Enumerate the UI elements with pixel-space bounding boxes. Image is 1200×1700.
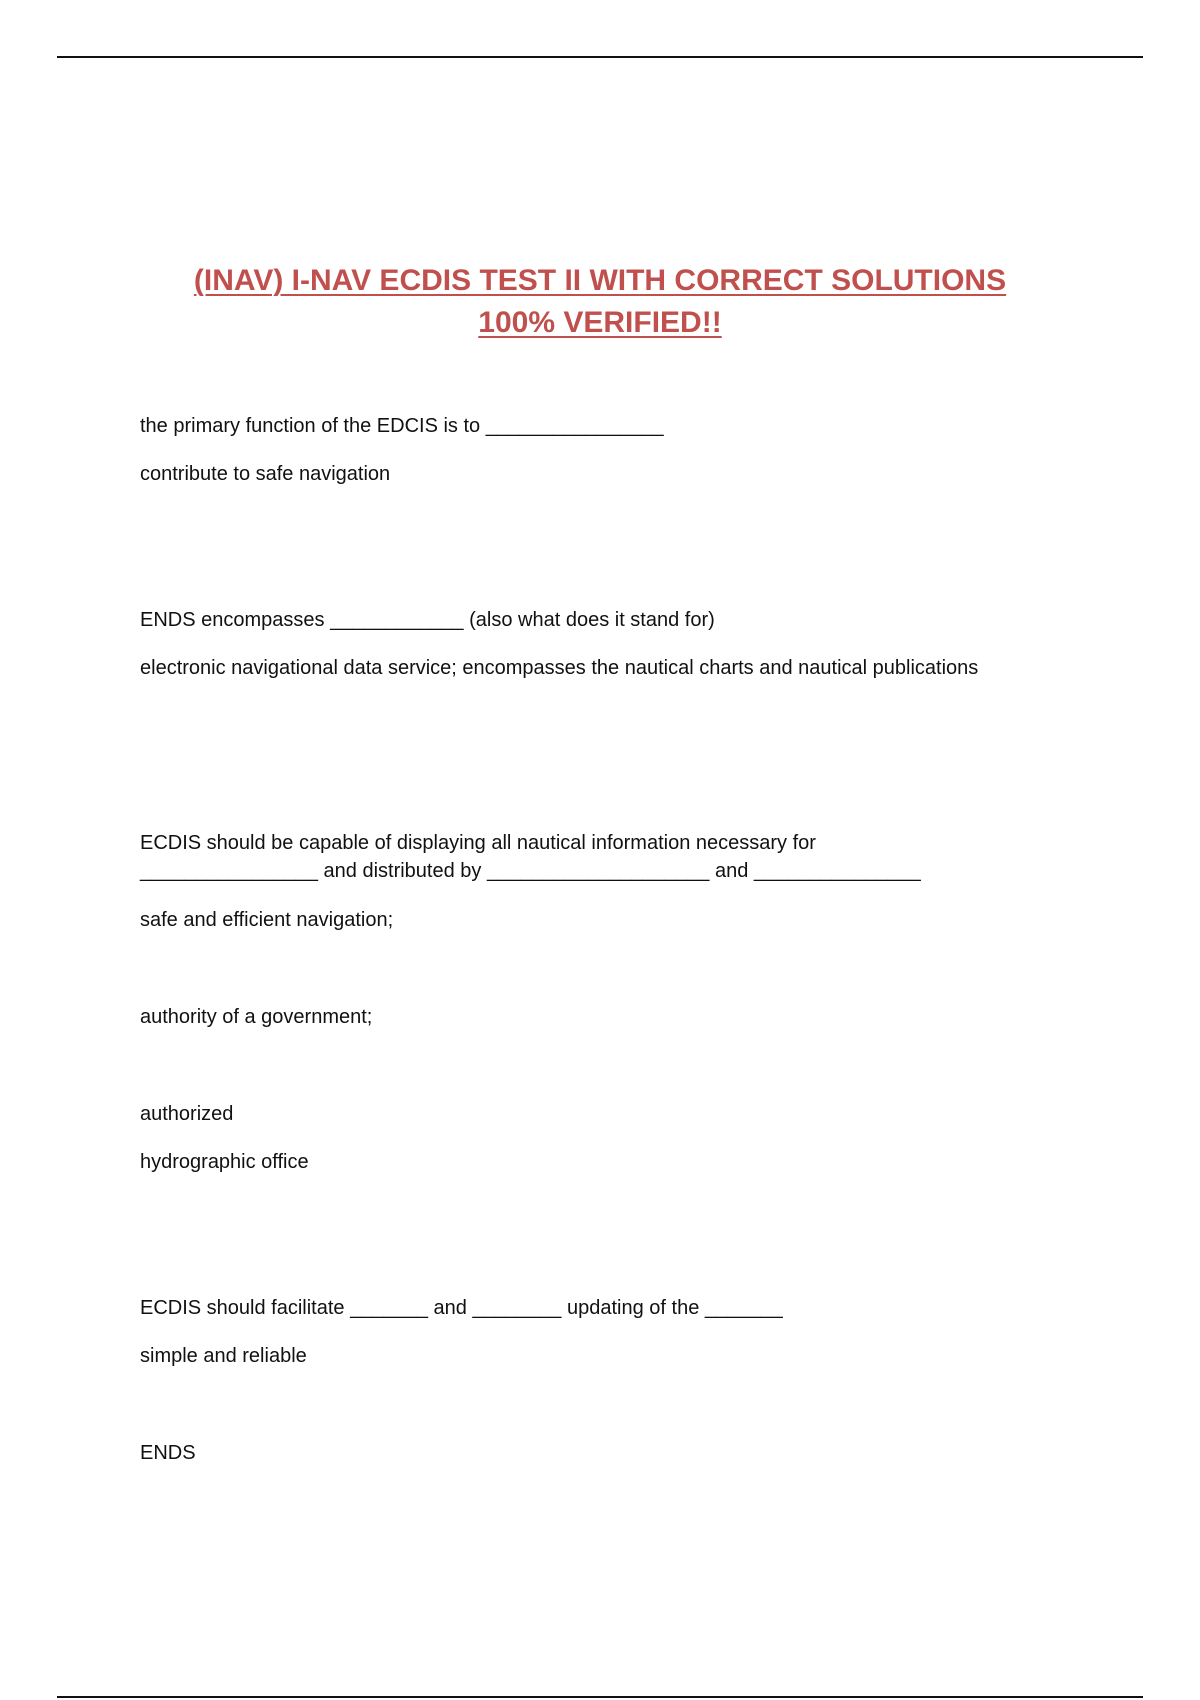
answer-4b: ENDS	[140, 1442, 196, 1464]
top-rule	[57, 56, 1143, 58]
question-2: ENDS encompasses ____________ (also what does it stand for)	[140, 609, 715, 631]
title-line-1: (INAV) I-NAV ECDIS TEST II WITH CORRECT SOLUTIONS	[193, 264, 1007, 297]
document-title	[0, 260, 1200, 344]
question-1: the primary function of the EDCIS is to ________________	[140, 415, 664, 437]
answer-1: contribute to safe navigation	[140, 463, 391, 485]
answer-3b: authority of a government;	[140, 1006, 373, 1028]
bottom-rule	[57, 1696, 1143, 1698]
answer-3d: hydrographic office	[140, 1151, 309, 1173]
answer-3c: authorized	[140, 1103, 234, 1125]
answer-4a: simple and reliable	[140, 1345, 307, 1367]
question-3-line-1: ECDIS should be capable of displaying all nautical information necessary for	[140, 832, 816, 854]
title-line-2: 100% VERIFIED!!	[478, 306, 722, 339]
question-3-line-2: ________________ and distributed by ____________________ and _______________	[140, 860, 921, 882]
answer-2: electronic navigational data service; encompasses the nautical charts and nautical publications	[140, 657, 979, 679]
question-4: ECDIS should facilitate _______ and ________ updating of the _______	[140, 1297, 783, 1319]
answer-3a: safe and efficient navigation;	[140, 909, 394, 931]
